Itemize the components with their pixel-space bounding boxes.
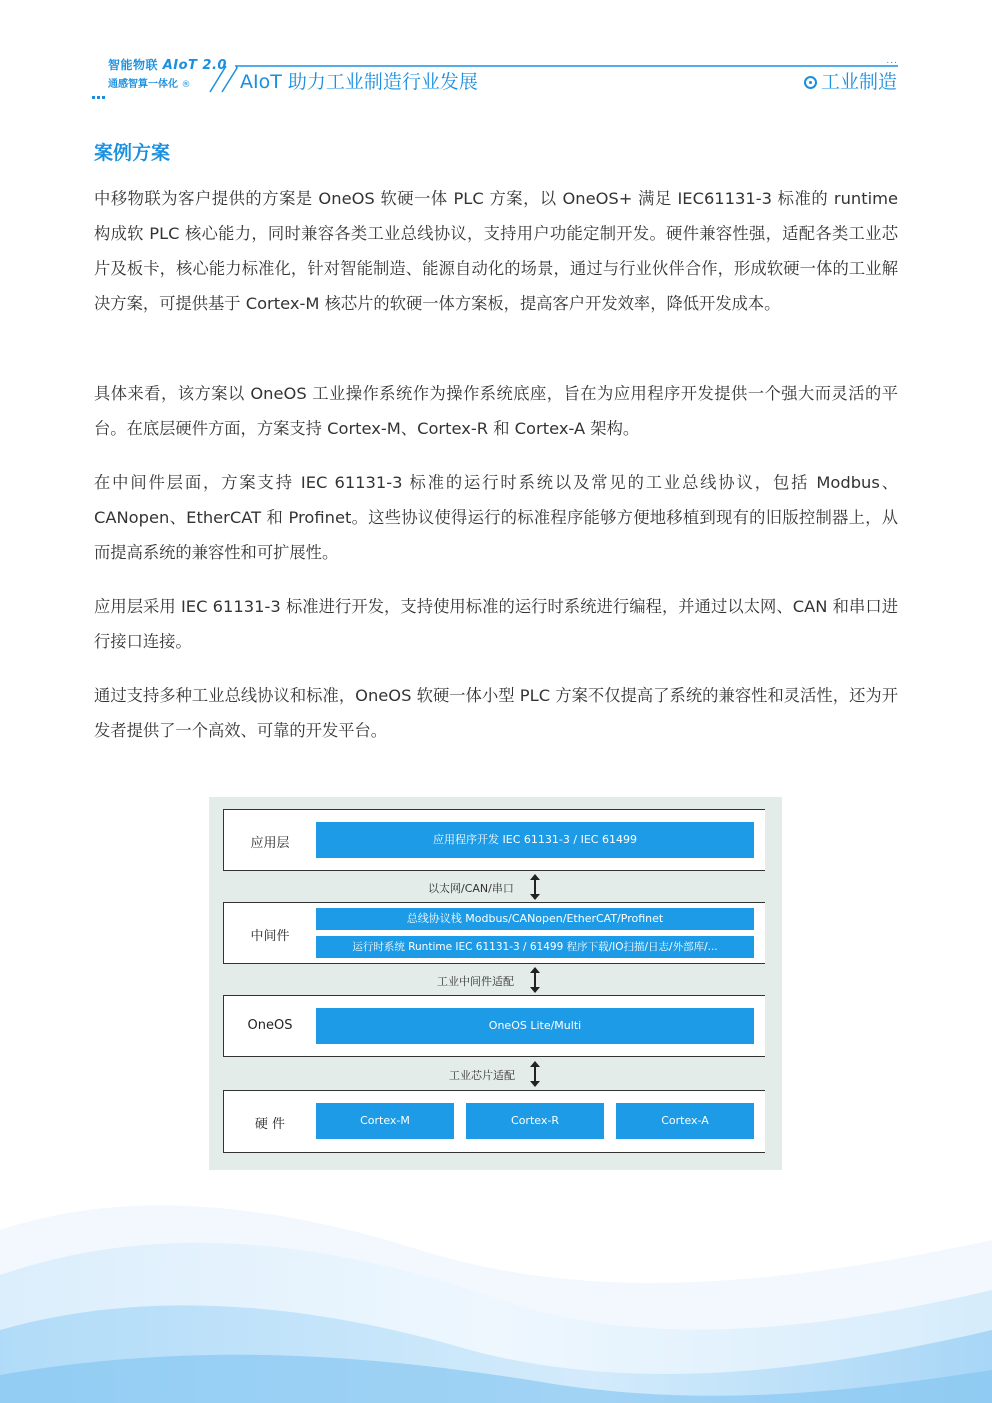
paragraph: 通过支持多种工业总线协议和标准，OneOS 软硬一体小型 PLC 方案不仅提高了系统的兼容性和灵活性，还为开发者提供了一个高效、可靠的开发平台。 <box>94 686 898 740</box>
header-title: AIoT 助力工业制造行业发展 <box>240 71 478 93</box>
bus-protocol-bar: 总线协议栈 Modbus/CANopen/EtherCAT/Profinet <box>316 908 754 930</box>
layer-label: 应用层 <box>250 836 290 851</box>
connector-label: 工业芯片适配 <box>449 1069 515 1082</box>
layer-label: 中间件 <box>250 929 290 944</box>
layer-middleware <box>223 902 765 964</box>
oneos-bar: OneOS Lite/Multi <box>316 1008 754 1044</box>
bidirectional-arrow-icon <box>534 1062 536 1086</box>
logo-text: 智能物联 <box>108 58 159 72</box>
runtime-bar: 运行时系统 Runtime IEC 61131-3 / 61499 程序下载/IO扫描/日志/外部库/... <box>316 936 754 958</box>
layer-application <box>223 809 765 871</box>
app-dev-bar: 应用程序开发 IEC 61131-3 / IEC 61499 <box>316 822 754 858</box>
footer-wave-decoration <box>0 1180 992 1403</box>
layer-oneos <box>223 995 765 1057</box>
header-section <box>804 67 897 94</box>
cortex-m-bar: Cortex-M <box>316 1103 454 1139</box>
cortex-r-bar: Cortex-R <box>466 1103 604 1139</box>
bidirectional-arrow-icon <box>534 968 536 992</box>
header-section-label: 工业制造 <box>820 71 897 93</box>
header-dots-decoration: ... <box>886 56 898 66</box>
paragraph: 在中间件层面，方案支持 IEC 61131-3 标准的运行时系统以及常见的工业总线协议，包括 Modbus、CANopen、EtherCAT 和 Profinet。这些协议使得运行的标准程序能够方便地移植到现有的旧版控制器上，从而提高系统的兼容性和可扩展性。 <box>94 473 898 562</box>
paragraph: 具体来看，该方案以 OneOS 工业操作系统作为操作系统底座，旨在为应用程序开发提供一个强大而灵活的平台。在底层硬件方面，方案支持 Cortex-M、Cortex-R 和 Cortex-A 架构。 <box>94 384 898 438</box>
cortex-a-bar: Cortex-A <box>616 1103 754 1139</box>
layer-label: OneOS <box>247 1018 293 1033</box>
paragraph: 应用层采用 IEC 61131-3 标准进行开发，支持使用标准的运行时系统进行编程，并通过以太网、CAN 和串口进行接口连接。 <box>94 597 898 651</box>
layer-hardware <box>223 1090 765 1153</box>
architecture-diagram <box>209 797 782 1170</box>
logo-tagline: 通感智算一体化 <box>108 79 178 90</box>
connector-label: 以太网/CAN/串口 <box>428 882 514 895</box>
section-heading: 案例方案 <box>94 142 171 164</box>
bidirectional-arrow-icon <box>534 875 536 899</box>
target-icon <box>804 76 817 89</box>
layer-label: 硬 件 <box>254 1117 286 1132</box>
connector-label: 工业中间件适配 <box>437 975 514 988</box>
paragraph: 中移物联为客户提供的方案是 OneOS 软硬一体 PLC 方案，以 OneOS+ 满足 IEC61131-3 标准的 runtime 构成软 PLC 核心能力，同时兼容各类工业总线协议，支持用户功能定制开发。硬件兼容性强，适配各类工业芯片及板卡，核心能力标准化，针对智能制造、能源自动化的场景，通过与行业伙伴合作，形成软硬一体的工业解决方案，可提供基于 Cortex-M 核芯片的软硬一体方案板，提高客户开发效率，降低开发成本。 <box>94 189 898 313</box>
logo-registered-mark: ® <box>181 80 191 90</box>
logo-brand: AIoT 2.0 <box>162 58 227 73</box>
